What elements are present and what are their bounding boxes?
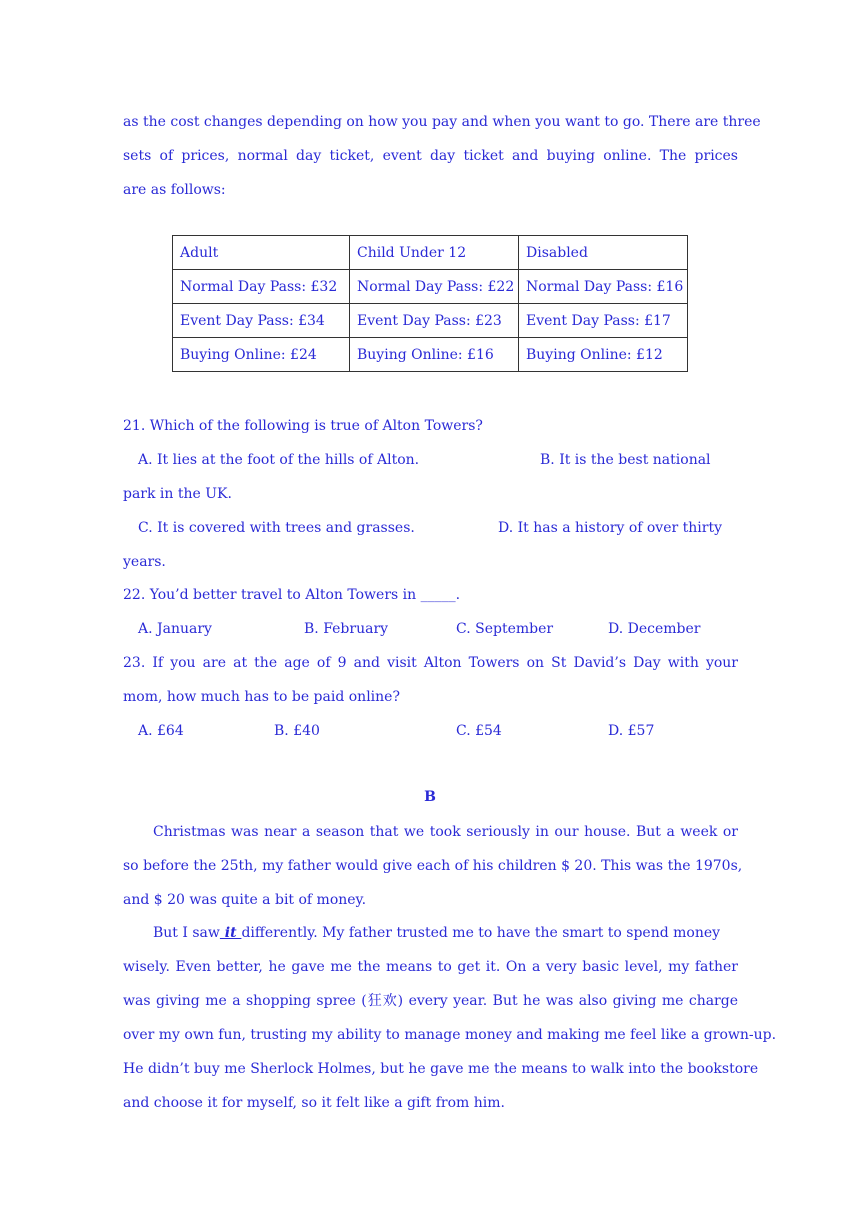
intro-line-2: sets of prices, normal day ticket, event day ticket and buying online. The prices	[123, 148, 738, 164]
q22-option-b: B. February	[304, 621, 389, 637]
para2-line-5: He didn’t buy me Sherlock Holmes, but he gave me the means to walk into the bookstore	[123, 1061, 759, 1077]
para2-line-1-pre: But I saw	[153, 925, 220, 941]
q21-option-a: A. It lies at the foot of the hills of Alton.	[138, 452, 420, 468]
q23-option-c: C. £54	[456, 723, 502, 739]
section-heading: B	[424, 789, 436, 805]
price-table	[172, 235, 688, 372]
table-row	[173, 270, 688, 304]
q21-option-d-cont: years.	[123, 554, 166, 570]
table-cell: Event Day Pass: £34	[173, 304, 350, 338]
para2-line-4: over my own fun, trusting my ability to manage money and making me feel like a grown-up.	[123, 1027, 777, 1043]
intro-line-1: as the cost changes depending on how you pay and when you want to go. There are three	[123, 114, 761, 130]
q22-option-d: D. December	[608, 621, 701, 637]
para2-line-6: and choose it for myself, so it felt like a gift from him.	[123, 1095, 505, 1111]
table-cell: Buying Online: £16	[350, 338, 519, 372]
q23-option-a: A. £64	[138, 723, 184, 739]
q21-stem: 21. Which of the following is true of Alton Towers?	[123, 418, 483, 434]
table-header-child: Child Under 12	[350, 236, 519, 270]
table-row	[173, 304, 688, 338]
q21-option-b: B. It is the best national	[540, 452, 711, 468]
table-row	[173, 338, 688, 372]
para2-line-3: was giving me a shopping spree (狂欢) every year. But he was also giving me charge	[123, 993, 738, 1009]
q22-option-c: C. September	[456, 621, 554, 637]
q23-stem-line-2: mom, how much has to be paid online?	[123, 689, 400, 705]
q23-stem-line-1: 23. If you are at the age of 9 and visit Alton Towers on St David’s Day with your	[123, 655, 738, 671]
para1-line-3: and $ 20 was quite a bit of money.	[123, 892, 367, 908]
q21-option-c: C. It is covered with trees and grasses.	[138, 520, 415, 536]
table-header-disabled: Disabled	[519, 236, 688, 270]
para2-line-2: wisely. Even better, he gave me the means to get it. On a very basic level, my father	[123, 959, 738, 975]
table-cell: Normal Day Pass: £22	[350, 270, 519, 304]
table-cell: Event Day Pass: £17	[519, 304, 688, 338]
table-cell: Event Day Pass: £23	[350, 304, 519, 338]
q22-option-a: A. January	[138, 621, 212, 637]
table-cell: Normal Day Pass: £16	[519, 270, 688, 304]
underlined-word-it: it	[219, 925, 242, 941]
para1-line-2: so before the 25th, my father would give each of his children $ 20. This was the 1970s,	[123, 858, 743, 874]
q21-option-d: D. It has a history of over thirty	[498, 520, 722, 536]
table-cell: Normal Day Pass: £32	[173, 270, 350, 304]
q22-stem: 22. You’d better travel to Alton Towers in _____.	[123, 587, 461, 603]
table-cell: Buying Online: £12	[519, 338, 688, 372]
q23-option-d: D. £57	[608, 723, 655, 739]
table-row	[173, 236, 688, 270]
intro-line-3: are as follows:	[123, 182, 226, 198]
table-header-adult: Adult	[173, 236, 350, 270]
q23-option-b: B. £40	[274, 723, 320, 739]
table-cell: Buying Online: £24	[173, 338, 350, 372]
para2-line-1-post: differently. My father trusted me to have the smart to spend money	[241, 925, 721, 941]
para2-line-1	[153, 923, 738, 943]
para1-line-1: Christmas was near a season that we took seriously in our house. But a week or	[153, 824, 738, 840]
q21-option-b-cont: park in the UK.	[123, 486, 232, 502]
